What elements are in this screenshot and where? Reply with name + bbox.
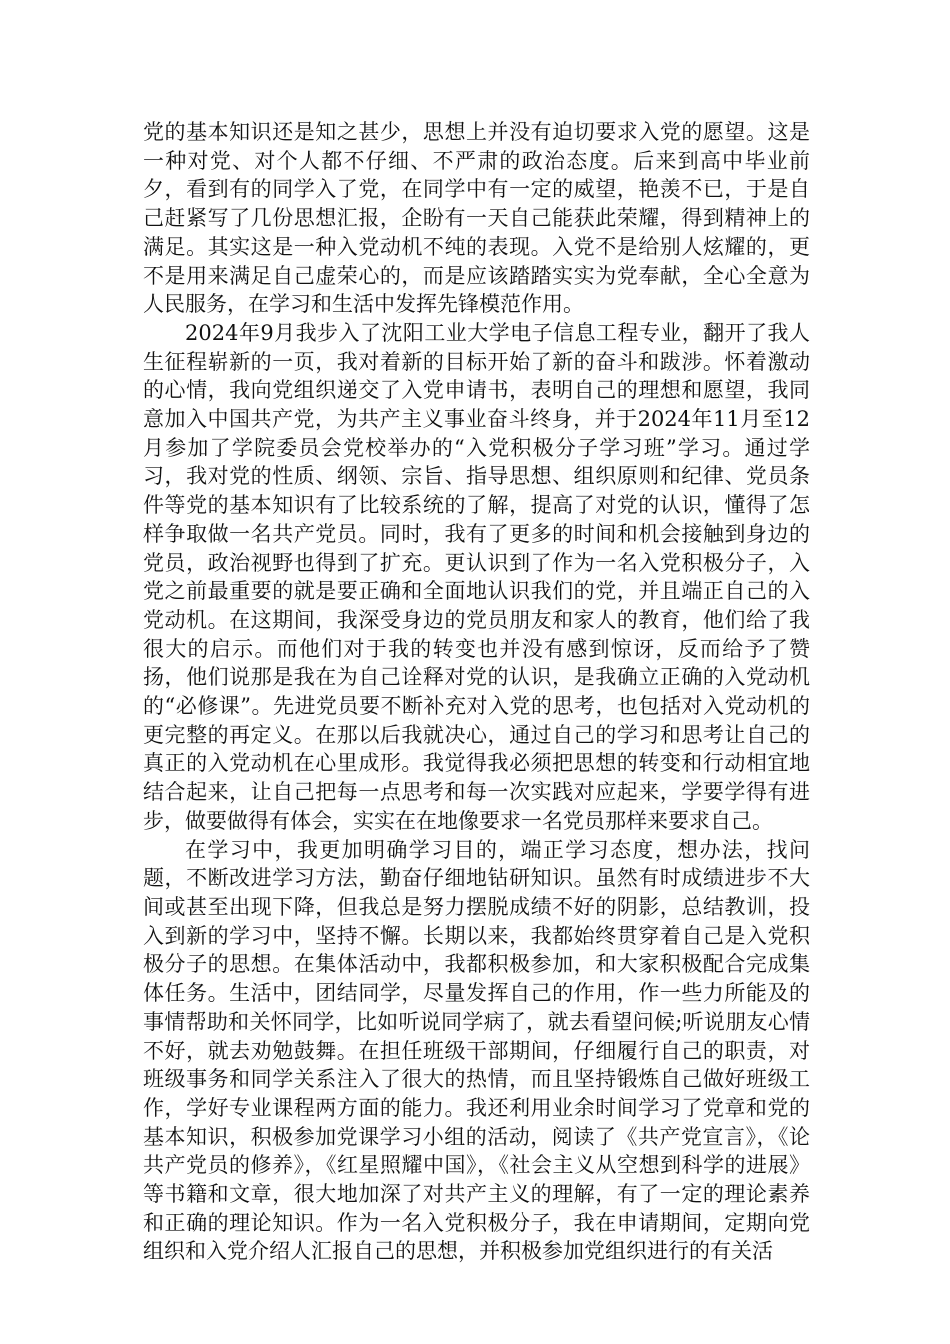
paragraph-3: 在学习中，我更加明确学习目的，端正学习态度，想办法，找问题，不断改进学习方法，勤奋仔细地钻研知识。虽然有时成绩进步不大间或甚至出现下降，但我总是努力摆脱成绩不好的阴影，总结教训，投入到新的学习中，坚持不懈。长期以来，我都始终贯穿着自己是入党积极分子的思想。在集体活动中，我都积极参加，和大家积极配合完成集体任务。生活中，团结同学，尽量发挥自己的作用，作一些力所能及的事情帮助和关怀同学，比如听说同学病了，就去看望问候;听说朋友心情不好，就去劝勉鼓舞。在担任班级干部期间，仔细履行自己的职责，对班级事务和同学关系注入了很大的热情，而且坚持锻炼自己做好班级工作，学好专业课程两方面的能力。我还利用业余时间学习了党章和党的基本知识，积极参加党课学习小组的活动，阅读了《共产党宣言》，《论共产党员的修养》，《红星照耀中国》，《社会主义从空想到科学的进展》等书籍和文章，很大地加深了对共产主义的理解，有了一定的理论素养和正确的理论知识。作为一名入党积极分子，我在申请期间，定期向党组织和入党介绍人汇报自己的思想，并积极参加党组织进行的有关活 [143, 837, 810, 1264]
paragraph-2: 2024年9月我步入了沈阳工业大学电子信息工程专业，翻开了我人生征程崭新的一页，我对着新的目标开始了新的奋斗和跋涉。怀着激动的心情，我向党组织递交了入党申请书，表明自己的理想和愿望，我同意加入中国共产党，为共产主义事业奋斗终身，并于2024年11月至12月参加了学院委员会党校举办的“入党积极分子学习班”学习。通过学习，我对党的性质、纲领、宗旨、指导思想、组织原则和纪律、党员条件等党的基本知识有了比较系统的了解，提高了对党的认识，懂得了怎样争取做一名共产党员。同时，我有了更多的时间和机会接触到身边的党员，政治视野也得到了扩充。更认识到了作为一名入党积极分子，入党之前最重要的就是要正确和全面地认识我们的党，并且端正自己的入党动机。在这期间，我深受身边的党员朋友和家人的教育，他们给了我很大的启示。而他们对于我的转变也并没有感到惊讶，反而给予了赞扬，他们说那是我在为自己诠释对党的认识，是我确立正确的入党动机的“必修课”。先进党员要不断补充对入党的思考，也包括对入党动机的更完整的再定义。在那以后我就决心，通过自己的学习和思考让自己的真正的入党动机在心里成形。我觉得我必须把思想的转变和行动相宜地结合起来，让自己把每一点思考和每一次实践对应起来，学要学得有进步，做要做得有体会，实实在在地像要求一名党员那样来要求自己。 [143, 320, 810, 833]
document-page [143, 118, 810, 1266]
paragraph-1: 党的基本知识还是知之甚少，思想上并没有迫切要求入党的愿望。这是一种对党、对个人都不仔细、不严肃的政治态度。后来到高中毕业前夕，看到有的同学入了党，在同学中有一定的威望，艳羡不已，于是自己赶紧写了几份思想汇报，企盼有一天自己能获此荣耀，得到精神上的满足。其实这是一种入党动机不纯的表现。入党不是给别人炫耀的，更不是用来满足自己虚荣心的，而是应该踏踏实实为党奉献，全心全意为人民服务，在学习和生活中发挥先锋模范作用。 [143, 120, 810, 317]
